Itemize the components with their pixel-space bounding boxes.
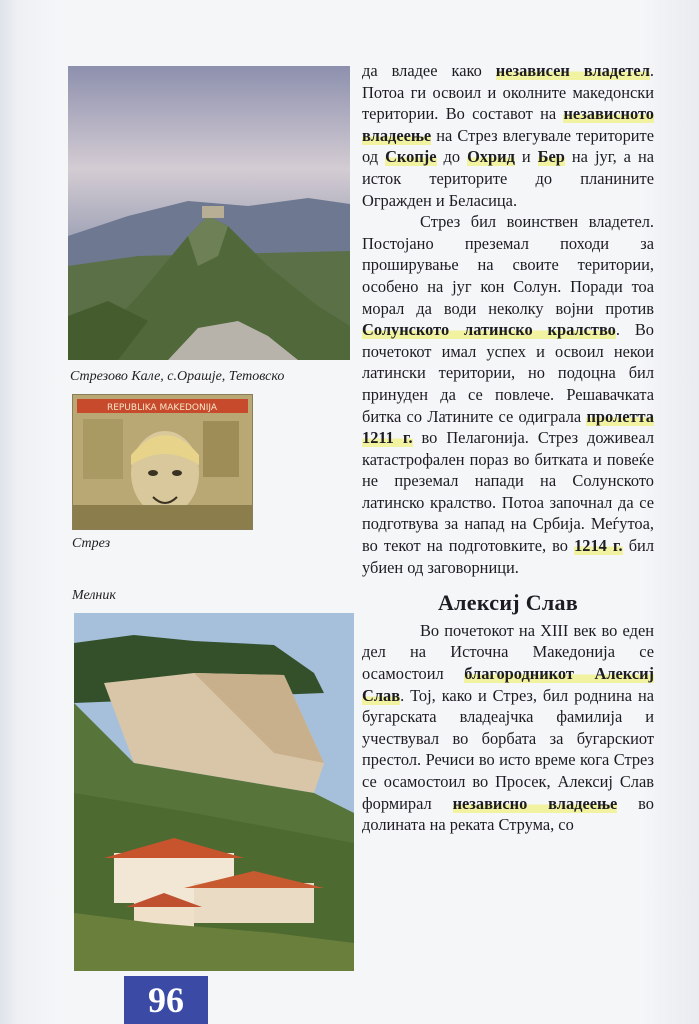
text-run: во Пелагонија. Стрез доживеал катастрофален пораз во битката и повеќе не преземал напади на Солунското латинско кралство. Потоа започнал да се подготвува за напад на Србија. Меѓутоа, во текот на подготовките, во	[362, 428, 654, 556]
text-run: . Потоа ги освоил и околните македонски територии. Во составот на	[362, 61, 655, 124]
stamp-text: REPUBLIKA MAKEDONIJA	[106, 403, 218, 413]
text-run: Во почетокот на XIII век во еден дел на Источна Македонија се осамостоил	[362, 620, 654, 684]
text-run: да владее како	[362, 61, 496, 80]
section-heading: Алексиј Слав	[437, 590, 579, 616]
text-run: Стрез бил воинствен владетел. Постојано преземал походи за проширување на своите територии, особено на југ кон Солун. Поради тоа морал да води неколку војни против	[362, 212, 654, 318]
text-run: . Во почетокот имал успех и освоил некои латински територии, но подоцна бил принуден да се повлече. Решавачката битка со Латините се одиграла	[362, 320, 654, 426]
text-run: . Тој, како и Стрез, бил роднина на бугарската владеајчка фамилија и учествувал во борбата за бугарскиот престол. Речиси во исто време кога Стрез се осамостоил во Просек, Алексиј Слав формирал	[362, 685, 654, 813]
text-run: бил убиен од заговорници.	[362, 536, 655, 577]
fortress-illustration	[68, 66, 350, 360]
text-run: на Стрез влегувале територите од	[362, 125, 654, 167]
fortress-photo	[68, 66, 350, 360]
stamp-illustration	[73, 395, 252, 529]
bold-term: 1214 г.	[574, 536, 623, 556]
stamp-image	[72, 394, 253, 530]
main-text-column	[362, 60, 654, 836]
bold-term: благородникот Алексиј Слав	[362, 664, 654, 705]
bold-term: Охрид	[467, 147, 515, 167]
paragraph-aleksij-slav	[362, 620, 654, 836]
bold-term: Солунското латинско кралство	[362, 320, 616, 340]
text-run: до	[436, 147, 468, 167]
text-run: во долината на реката Струма, со	[362, 793, 654, 835]
fortress-caption: Стрезово Кале, с.Орашје, Тетовско	[70, 369, 285, 384]
melnik-caption: Мелник	[72, 588, 116, 603]
paragraph-strez-territory	[362, 60, 654, 211]
stamp-caption: Стрез	[72, 536, 111, 551]
bold-term: Скопје	[385, 147, 437, 167]
page-number: 96	[124, 976, 208, 1024]
bold-term: Бер	[537, 147, 565, 167]
text-run: и	[514, 147, 538, 167]
bold-term: пролетта 1211 г.	[362, 406, 654, 448]
text-run: на југ, а на исток територите до планините Огражден и Беласица.	[362, 147, 655, 210]
melnik-photo	[74, 613, 354, 971]
paragraph-strez-wars	[362, 211, 654, 578]
bold-term: независен владетел	[495, 61, 650, 80]
bold-term: независно владеење	[452, 793, 618, 813]
melnik-illustration	[74, 613, 354, 971]
bold-term: независното владеење	[362, 104, 654, 145]
